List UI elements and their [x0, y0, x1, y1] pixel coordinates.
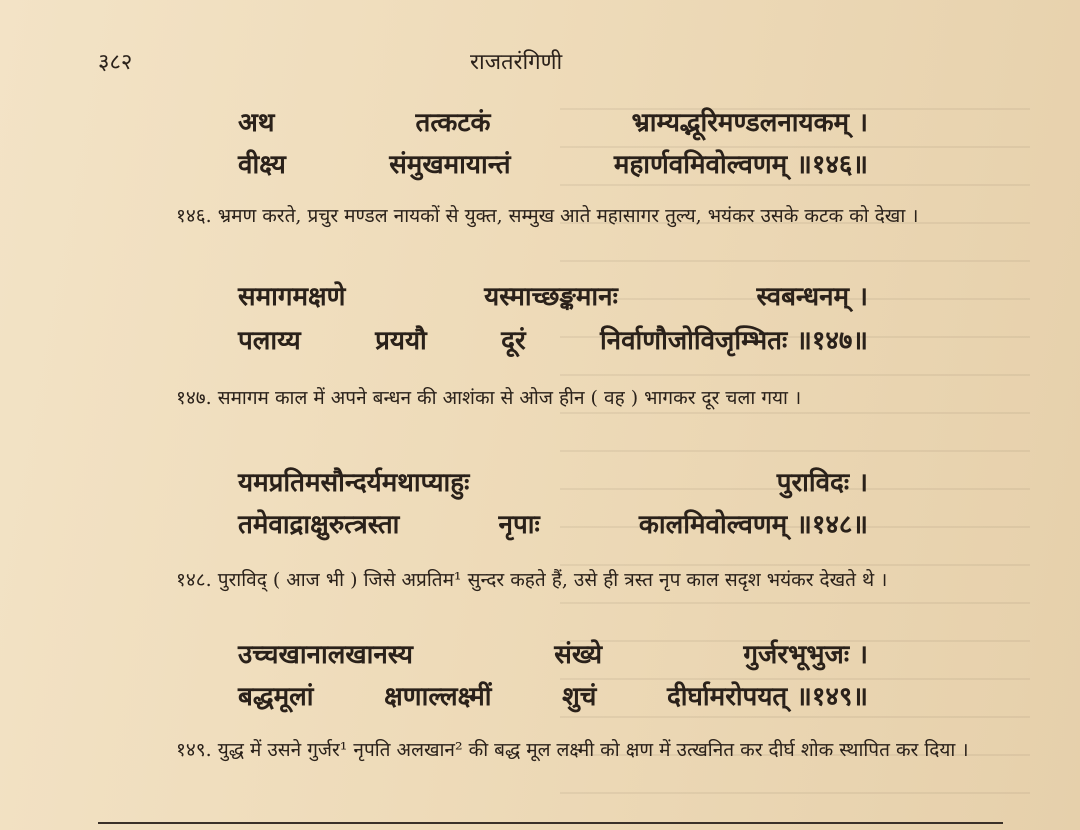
- verse-147-line-1: [238, 282, 868, 313]
- footnote-divider: [98, 822, 1003, 824]
- verse-word: क्षणाल्लक्ष्मीं: [384, 682, 492, 712]
- verse-word: कालमिवोल्वणम् ॥१४८॥: [638, 510, 868, 540]
- verse-word: गुर्जरभूभुजः ।: [743, 640, 868, 670]
- verse-word: पुराविदः ।: [776, 468, 868, 498]
- verse-word: पलाय्य: [238, 326, 301, 356]
- page-number: ३८२: [98, 50, 133, 75]
- verse-word: समागमक्षणे: [238, 282, 346, 312]
- verse-word: दीर्घामरोपयत् ॥१४९॥: [667, 682, 868, 712]
- verse-word: महार्णवमिवोल्वणम् ॥१४६॥: [613, 150, 868, 180]
- verse-word: तत्कटकं: [415, 108, 491, 138]
- verse-word: निर्वाणौजोविजृम्भितः ॥१४७॥: [599, 326, 868, 356]
- verse-word: तमेवाद्राक्षुरुत्त्रस्ता: [238, 510, 400, 540]
- verse-146-line-1: [238, 108, 868, 139]
- verse-word: संमुखमायान्तं: [389, 150, 511, 180]
- verse-word: प्रययौ: [375, 326, 427, 356]
- verse-word: नृपाः: [498, 510, 540, 540]
- verse-word: वीक्ष्य: [238, 150, 286, 180]
- verse-149-line-2: [238, 682, 868, 713]
- verse-word: स्वबन्धनम् ।: [756, 282, 868, 312]
- verse-148-line-1: [238, 468, 868, 499]
- verse-word: बद्धमूलां: [238, 682, 314, 712]
- translation-146: १४६. भ्रमण करते, प्रचुर मण्डल नायकों से युक्त, सम्मुख आते महासागर तुल्य, भयंकर उसके कटक को देखा ।: [176, 205, 919, 227]
- verse-147-line-2: [238, 326, 868, 357]
- verse-word: यस्माच्छङ्कमानः: [484, 282, 618, 312]
- translation-149: १४९. युद्ध में उसने गुर्जर¹ नृपति अलखान² की बद्ध मूल लक्ष्मी को क्षण में उत्खनित कर दीर्घ शोक स्थापित कर दिया ।: [176, 739, 969, 761]
- translation-147: १४७. समागम काल में अपने बन्धन की आशंका से ओज हीन ( वह ) भागकर दूर चला गया ।: [176, 387, 802, 409]
- book-title: राजतरंगिणी: [470, 50, 563, 75]
- verse-149-line-1: [238, 640, 868, 671]
- verse-word: संख्ये: [554, 640, 603, 670]
- verse-word: उच्चखानालखानस्य: [238, 640, 413, 670]
- verse-148-line-2: [238, 510, 868, 541]
- verse-word: शुचं: [562, 682, 597, 712]
- translation-148: १४८. पुराविद् ( आज भी ) जिसे अप्रतिम¹ सुन्दर कहते हैं, उसे ही त्रस्त नृप काल सदृश भयंकर देखते थे ।: [176, 569, 888, 591]
- verse-146-line-2: [238, 150, 868, 181]
- verse-word: भ्राम्यद्भूरिमण्डलनायकम् ।: [631, 108, 868, 138]
- verse-word: अथ: [238, 108, 275, 138]
- verse-word: दूरं: [501, 326, 526, 356]
- verse-word: यमप्रतिमसौन्दर्यमथाप्याहुः: [238, 468, 470, 498]
